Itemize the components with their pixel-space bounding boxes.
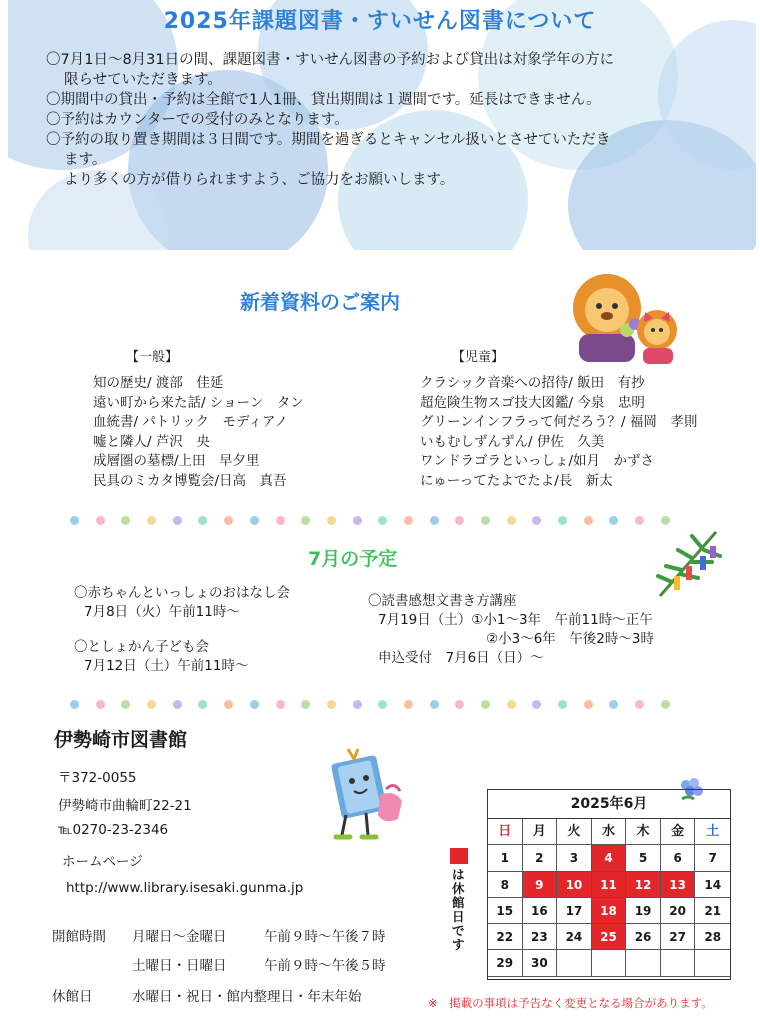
children-book-list: [420, 374, 697, 491]
dot-divider: [70, 698, 670, 710]
list-item: 成層圏の墓標/上田 早夕里: [93, 453, 260, 469]
decorative-dot: [276, 700, 285, 709]
address: 伊勢崎市曲輪町22-21: [58, 798, 192, 814]
weekday-header: 日: [488, 819, 523, 845]
notice-line: ます。: [64, 152, 107, 168]
calendar-day: 25: [592, 924, 627, 950]
decorative-dot: [481, 516, 490, 525]
event-name: 〇としょかん子ども会: [74, 639, 209, 655]
hours-label: 開館時間: [52, 929, 106, 945]
weekday-header: 金: [661, 819, 696, 845]
decorative-dot: [661, 516, 670, 525]
decorative-dot: [147, 516, 156, 525]
calendar-day: 14: [695, 872, 730, 898]
lion-family-illustration: [565, 268, 685, 364]
calendar-grid: [488, 819, 730, 977]
list-item: にゅーってたよでたよ/長 新太: [420, 472, 613, 489]
list-item: 民具のミカタ博覧会/日高 真吾: [93, 472, 287, 489]
decorative-dot: [353, 700, 362, 709]
homepage-url[interactable]: http://www.library.isesaki.gunma.jp: [66, 880, 304, 896]
decorative-dot: [301, 700, 310, 709]
notice-line: 〇期間中の貸出・予約は全館で1人1冊、貸出期間は１週間です。延長はできません。: [46, 92, 601, 108]
notice-title: 2025年課題図書・すいせん図書について: [163, 9, 597, 34]
calendar-day: 21: [695, 898, 730, 924]
decorative-dot: [378, 516, 387, 525]
calendar-day: 4: [592, 845, 627, 871]
decorative-dot: [430, 700, 439, 709]
calendar-day: 19: [626, 898, 661, 924]
calendar-day: 2: [523, 845, 558, 871]
weekday-header: 火: [557, 819, 592, 845]
decorative-dot: [558, 700, 567, 709]
decorative-dot: [584, 700, 593, 709]
calendar-empty-cell: [626, 950, 661, 976]
library-name: 伊勢崎市図書館: [54, 729, 188, 751]
list-item: 遠い町から来た話/ ショーン タン: [93, 394, 304, 411]
decorative-dot: [635, 700, 644, 709]
calendar-day: 22: [488, 924, 523, 950]
closed-legend-text: は休館日です: [452, 867, 465, 952]
decorative-dot: [455, 516, 464, 525]
calendar-day: 26: [626, 924, 661, 950]
calendar-day: 12: [626, 872, 661, 898]
july-title: 7月の予定: [308, 548, 398, 570]
notice-line: 〇7月1日～8月31日の間、課題図書・すいせん図書の予約および貸出は対象学年の方に: [46, 52, 615, 68]
decorative-dot: [173, 516, 182, 525]
decorative-dot: [327, 516, 336, 525]
calendar-empty-cell: [661, 950, 696, 976]
decorative-dot: [404, 516, 413, 525]
calendar-day: 23: [523, 924, 558, 950]
decorative-dot: [147, 700, 156, 709]
calendar-day: 5: [626, 845, 661, 871]
list-item: クラシック音楽への招待/ 飯田 有抄: [420, 375, 645, 391]
event-detail: 7月19日（土）①小1～3年 午前11時～正午: [378, 612, 653, 628]
list-item: 血統書/ パトリック モディアノ: [93, 414, 288, 430]
decorative-dot: [455, 700, 464, 709]
list-item: グリーンインフラって何だろう？/ 福岡 孝則: [420, 414, 698, 430]
notice-line: 限らせていただきます。: [64, 72, 222, 88]
decorative-dot: [301, 516, 310, 525]
calendar-day: 27: [661, 924, 696, 950]
calendar-day: 29: [488, 950, 523, 976]
list-item: いもむしずんずん/ 伊佐 久美: [420, 433, 605, 450]
decorative-dot: [173, 700, 182, 709]
decorative-dot: [250, 516, 259, 525]
list-item: 知の歴史/ 渡部 佳延: [93, 375, 224, 391]
new-materials-title: 新着資料のご案内: [240, 290, 400, 314]
decorative-dot: [532, 700, 541, 709]
footnote: ※ 掲載の事項は予告なく変更となる場合があります。: [428, 996, 713, 1010]
decorative-dot: [635, 516, 644, 525]
event-detail: 7月12日（土）午前11時～: [84, 658, 249, 674]
weekday-header: 土: [695, 819, 730, 845]
decorative-dot: [584, 516, 593, 525]
decorative-dot: [96, 700, 105, 709]
decorative-dot: [250, 700, 259, 709]
calendar-day: 15: [488, 898, 523, 924]
book-character-illustration: [326, 745, 416, 845]
decorative-dot: [661, 700, 670, 709]
calendar-day: 16: [523, 898, 558, 924]
phone-number: ℡0270-23-2346: [58, 822, 169, 838]
calendar-day: 24: [557, 924, 592, 950]
calendar-day: 11: [592, 872, 627, 898]
postal-code: 〒372-0055: [58, 770, 137, 786]
event-baby-storytime: [74, 584, 290, 622]
dot-divider: [70, 514, 670, 526]
calendar-day: 28: [695, 924, 730, 950]
event-detail: 7月8日（火）午前11時～: [84, 604, 240, 620]
calendar-day: 1: [488, 845, 523, 871]
tanabata-bamboo-illustration: [652, 526, 728, 600]
weekday-header: 木: [626, 819, 661, 845]
closed-legend-swatch: [450, 848, 468, 864]
weekday-header: 月: [523, 819, 558, 845]
calendar-empty-cell: [557, 950, 592, 976]
decorative-dot: [507, 516, 516, 525]
decorative-dot: [198, 700, 207, 709]
notice-line: 〇予約の取り置き期間は３日間です。期間を過ぎるとキャンセル扱いとさせていただき: [46, 132, 611, 148]
decorative-dot: [224, 700, 233, 709]
calendar-day: 7: [695, 845, 730, 871]
decorative-dot: [224, 516, 233, 525]
event-essay-workshop: [368, 592, 654, 668]
calendar-day: 6: [661, 845, 696, 871]
notice-body: [46, 50, 726, 190]
decorative-dot: [430, 516, 439, 525]
decorative-dot: [558, 516, 567, 525]
weekday-header: 水: [592, 819, 627, 845]
decorative-dot: [609, 516, 618, 525]
weekend-days: 土曜日・日曜日: [132, 958, 227, 974]
calendar-day: 18: [592, 898, 627, 924]
notice-line: 〇予約はカウンターでの受付のみとなります。: [46, 112, 349, 128]
closed-label: 休館日: [52, 989, 93, 1005]
decorative-dot: [70, 516, 79, 525]
calendar-day: 20: [661, 898, 696, 924]
general-label: 【一般】: [126, 350, 179, 365]
list-item: 嘘と隣人/ 芦沢 央: [93, 433, 210, 450]
calendar-day: 13: [661, 872, 696, 898]
calendar-empty-cell: [695, 950, 730, 976]
calendar-day: 30: [523, 950, 558, 976]
decorative-dot: [609, 700, 618, 709]
general-book-list: [93, 374, 304, 491]
decorative-dot: [276, 516, 285, 525]
decorative-dot: [96, 516, 105, 525]
decorative-dot: [198, 516, 207, 525]
list-item: ワンドラゴラといっしょ/如月 かずさ: [420, 453, 655, 469]
decorative-dot: [121, 516, 130, 525]
calendar-empty-cell: [592, 950, 627, 976]
event-detail: ②小3～6年 午後2時～3時: [486, 631, 654, 647]
event-detail: 申込受付 7月6日（日）～: [378, 650, 544, 666]
event-kids-meeting: [74, 638, 248, 676]
calendar-day: 9: [523, 872, 558, 898]
decorative-dot: [404, 700, 413, 709]
decorative-dot: [70, 700, 79, 709]
weekday-hours: 午前９時～午後７時: [264, 929, 386, 945]
event-name: 〇読書感想文書き方講座: [368, 593, 517, 609]
weekday-days: 月曜日～金曜日: [132, 929, 227, 945]
decorative-dot: [481, 700, 490, 709]
calendar: [487, 789, 731, 980]
decorative-dot: [378, 700, 387, 709]
closed-days: 水曜日・祝日・館内整理日・年末年始: [132, 989, 362, 1005]
calendar-day: 10: [557, 872, 592, 898]
notice-line: より多くの方が借りられますよう、ご協力をお願いします。: [64, 172, 455, 188]
calendar-day: 17: [557, 898, 592, 924]
decorative-dot: [121, 700, 130, 709]
list-item: 超危険生物スゴ技大図鑑/ 今泉 忠明: [420, 394, 645, 411]
weekend-hours: 午前９時～午後５時: [264, 958, 386, 974]
calendar-day: 3: [557, 845, 592, 871]
calendar-day: 8: [488, 872, 523, 898]
children-label: 【児童】: [452, 350, 505, 365]
decorative-dot: [327, 700, 336, 709]
calendar-title: 2025年6月: [488, 790, 730, 819]
decorative-dot: [353, 516, 362, 525]
event-name: 〇赤ちゃんといっしょのおはなし会: [74, 585, 290, 601]
homepage-label: ホームページ: [62, 854, 143, 870]
decorative-dot: [507, 700, 516, 709]
decorative-dot: [532, 516, 541, 525]
